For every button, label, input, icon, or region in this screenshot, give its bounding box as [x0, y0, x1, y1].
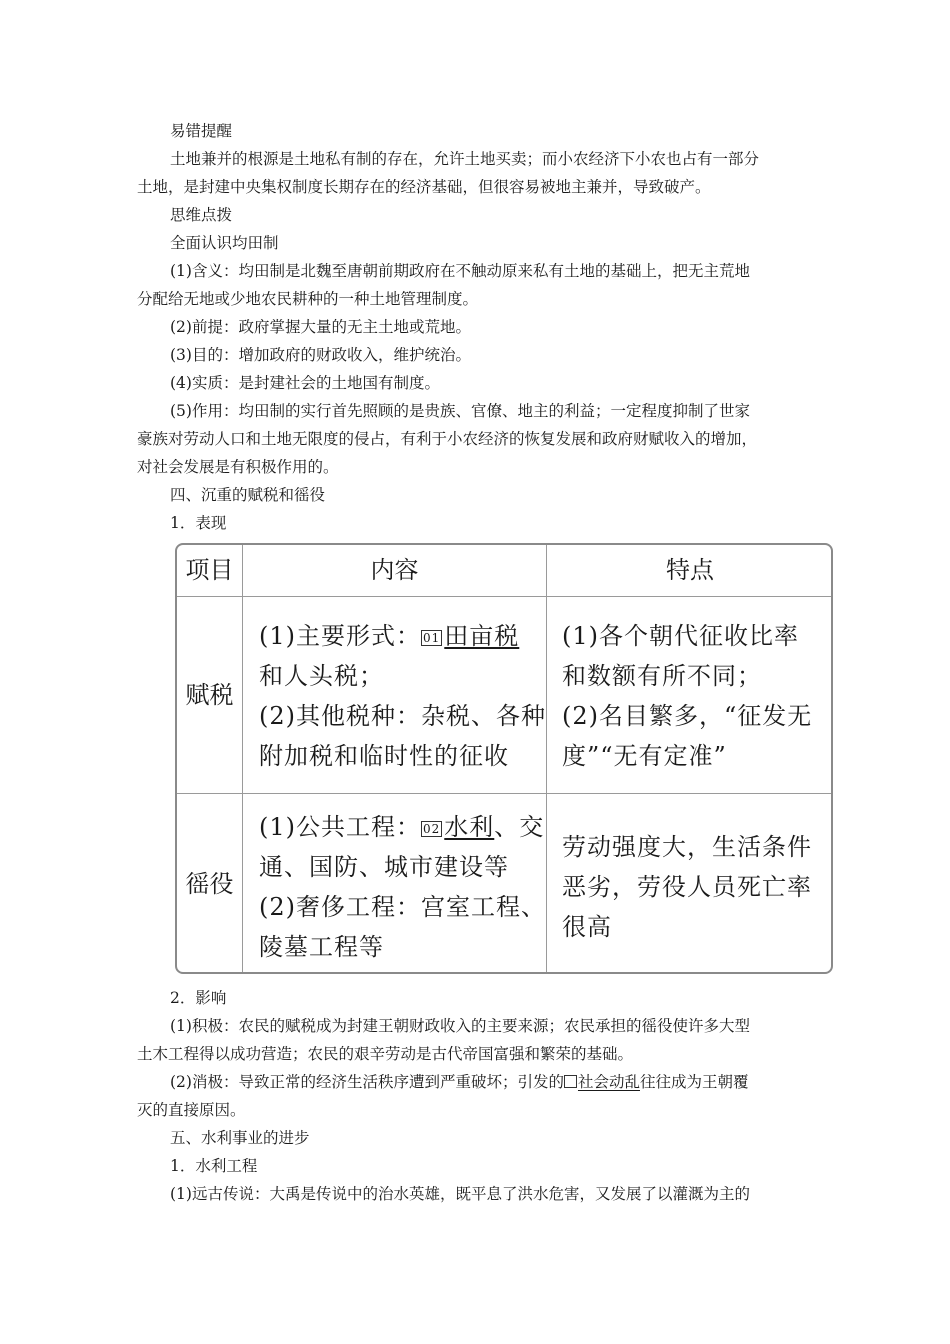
header-feature: 特点 [666, 556, 714, 584]
blank-box-icon [564, 1075, 577, 1088]
table-divider [177, 793, 831, 794]
corvee-content [259, 807, 544, 967]
paragraph-line: 土地兼并的根源是土地私有制的存在，允许土地买卖；而小农经济下小农也占有一部分 [170, 150, 760, 168]
corvee-feature-line: 恶劣，劳役人员死亡率 [562, 873, 812, 901]
row-label-tax [177, 597, 242, 793]
tax-feature-line: 和数额有所不同； [562, 662, 762, 690]
paragraph-line: (4)实质：是封建社会的土地国有制度。 [170, 374, 440, 392]
paragraph-line: 土地，是封建中央集权制度长期存在的经济基础，但很容易被地主兼并，导致破产。 [137, 178, 711, 196]
tax-feature [562, 616, 832, 776]
section-heading: 四、沉重的赋税和徭役 [170, 486, 326, 504]
tax-content [259, 616, 544, 776]
paragraph-line: 豪族对劳动人口和土地无限度的侵占，有利于小农经济的恢复发展和政府财赋收入的增加， [137, 430, 758, 448]
tip-heading: 思维点拨 [170, 206, 233, 224]
table-divider [177, 596, 831, 597]
sub-heading: 1．水利工程 [170, 1157, 258, 1175]
tax-content-line [259, 616, 544, 656]
corvee-content-line [259, 807, 544, 847]
corvee-feature [562, 827, 832, 947]
blank-number: 01 [423, 631, 441, 645]
paragraph-line: (1)远古传说：大禹是传说中的治水英雄，既平息了洪水危害，又发展了以灌溉为主的 [170, 1185, 750, 1203]
paragraph-line: 灭的直接原因。 [137, 1101, 246, 1119]
paragraph-line: (2)前提：政府掌握大量的无主土地或荒地。 [170, 318, 471, 336]
corvee-content-line: (2)奢侈工程：宫室工程、 [259, 893, 546, 921]
section-heading: 五、水利事业的进步 [170, 1129, 310, 1147]
tax-feature-line: 度”“无有定准” [562, 742, 727, 770]
paragraph-line: 分配给无地或少地农民耕种的一种土地管理制度。 [137, 290, 479, 308]
content-text: (1)主要形式： [259, 622, 421, 650]
paragraph-line: (1)积极：农民的赋税成为封建王朝财政收入的主要来源；农民承担的徭役使许多大型 [170, 1017, 750, 1035]
tax-content-line: 和人头税； [259, 662, 384, 690]
paragraph-text: 往往成为王朝覆 [639, 1073, 749, 1091]
paragraph-line: (5)作用：均田制的实行首先照顾的是贵族、官僚、地主的利益；一定程度抑制了世家 [170, 402, 750, 420]
header-item: 项目 [185, 556, 234, 584]
corvee-content-line: 通、国防、城市建设等 [259, 853, 509, 881]
corvee-feature-line: 劳动强度大，生活条件 [562, 833, 812, 861]
content-text: (1)公共工程： [259, 813, 421, 841]
tax-corvee-table [175, 543, 833, 974]
fill-blank-answer: 社会动乱 [577, 1073, 640, 1091]
sub-heading: 全面认识均田制 [170, 234, 279, 252]
table-divider [546, 545, 547, 972]
paragraph-line: (1)含义：均田制是北魏至唐朝前期政府在不触动原来私有土地的基础上，把无主荒地 [170, 262, 750, 280]
blank-number: 02 [423, 822, 441, 836]
sub-heading: 1．表现 [170, 514, 227, 532]
tax-content-line: (2)其他税种：杂税、各种 [259, 702, 546, 730]
sub-heading: 2．影响 [170, 989, 227, 1007]
header-content: 内容 [370, 556, 419, 584]
row-label-corvee [177, 794, 242, 974]
fill-blank-answer: 水利 [444, 813, 495, 841]
tax-feature-line: (2)名目繁多，“征发无 [562, 702, 813, 730]
content-text: 、交 [494, 813, 545, 841]
paragraph-line: 对社会发展是有积极作用的。 [137, 458, 339, 476]
row-label-text: 徭役 [185, 870, 234, 898]
table-divider [242, 545, 243, 972]
tax-content-line: 附加税和临时性的征收 [259, 742, 509, 770]
fill-blank-answer: 田亩税 [444, 622, 520, 650]
paragraph-text: (2)消极：导致正常的经济生活秩序遭到严重破坏；引发的 [170, 1073, 564, 1091]
corvee-content-line: 陵墓工程等 [259, 933, 384, 961]
row-label-text: 赋税 [185, 681, 234, 709]
tax-feature-line: (1)各个朝代征收比率 [562, 622, 799, 650]
tip-heading: 易错提醒 [170, 122, 233, 140]
paragraph-line: (3)目的：增加政府的财政收入，维护统治。 [170, 346, 471, 364]
paragraph-line [170, 1069, 830, 1096]
corvee-feature-line: 很高 [562, 913, 612, 941]
paragraph-line: 土木工程得以成功营造；农民的艰辛劳动是古代帝国富强和繁荣的基础。 [137, 1045, 634, 1063]
